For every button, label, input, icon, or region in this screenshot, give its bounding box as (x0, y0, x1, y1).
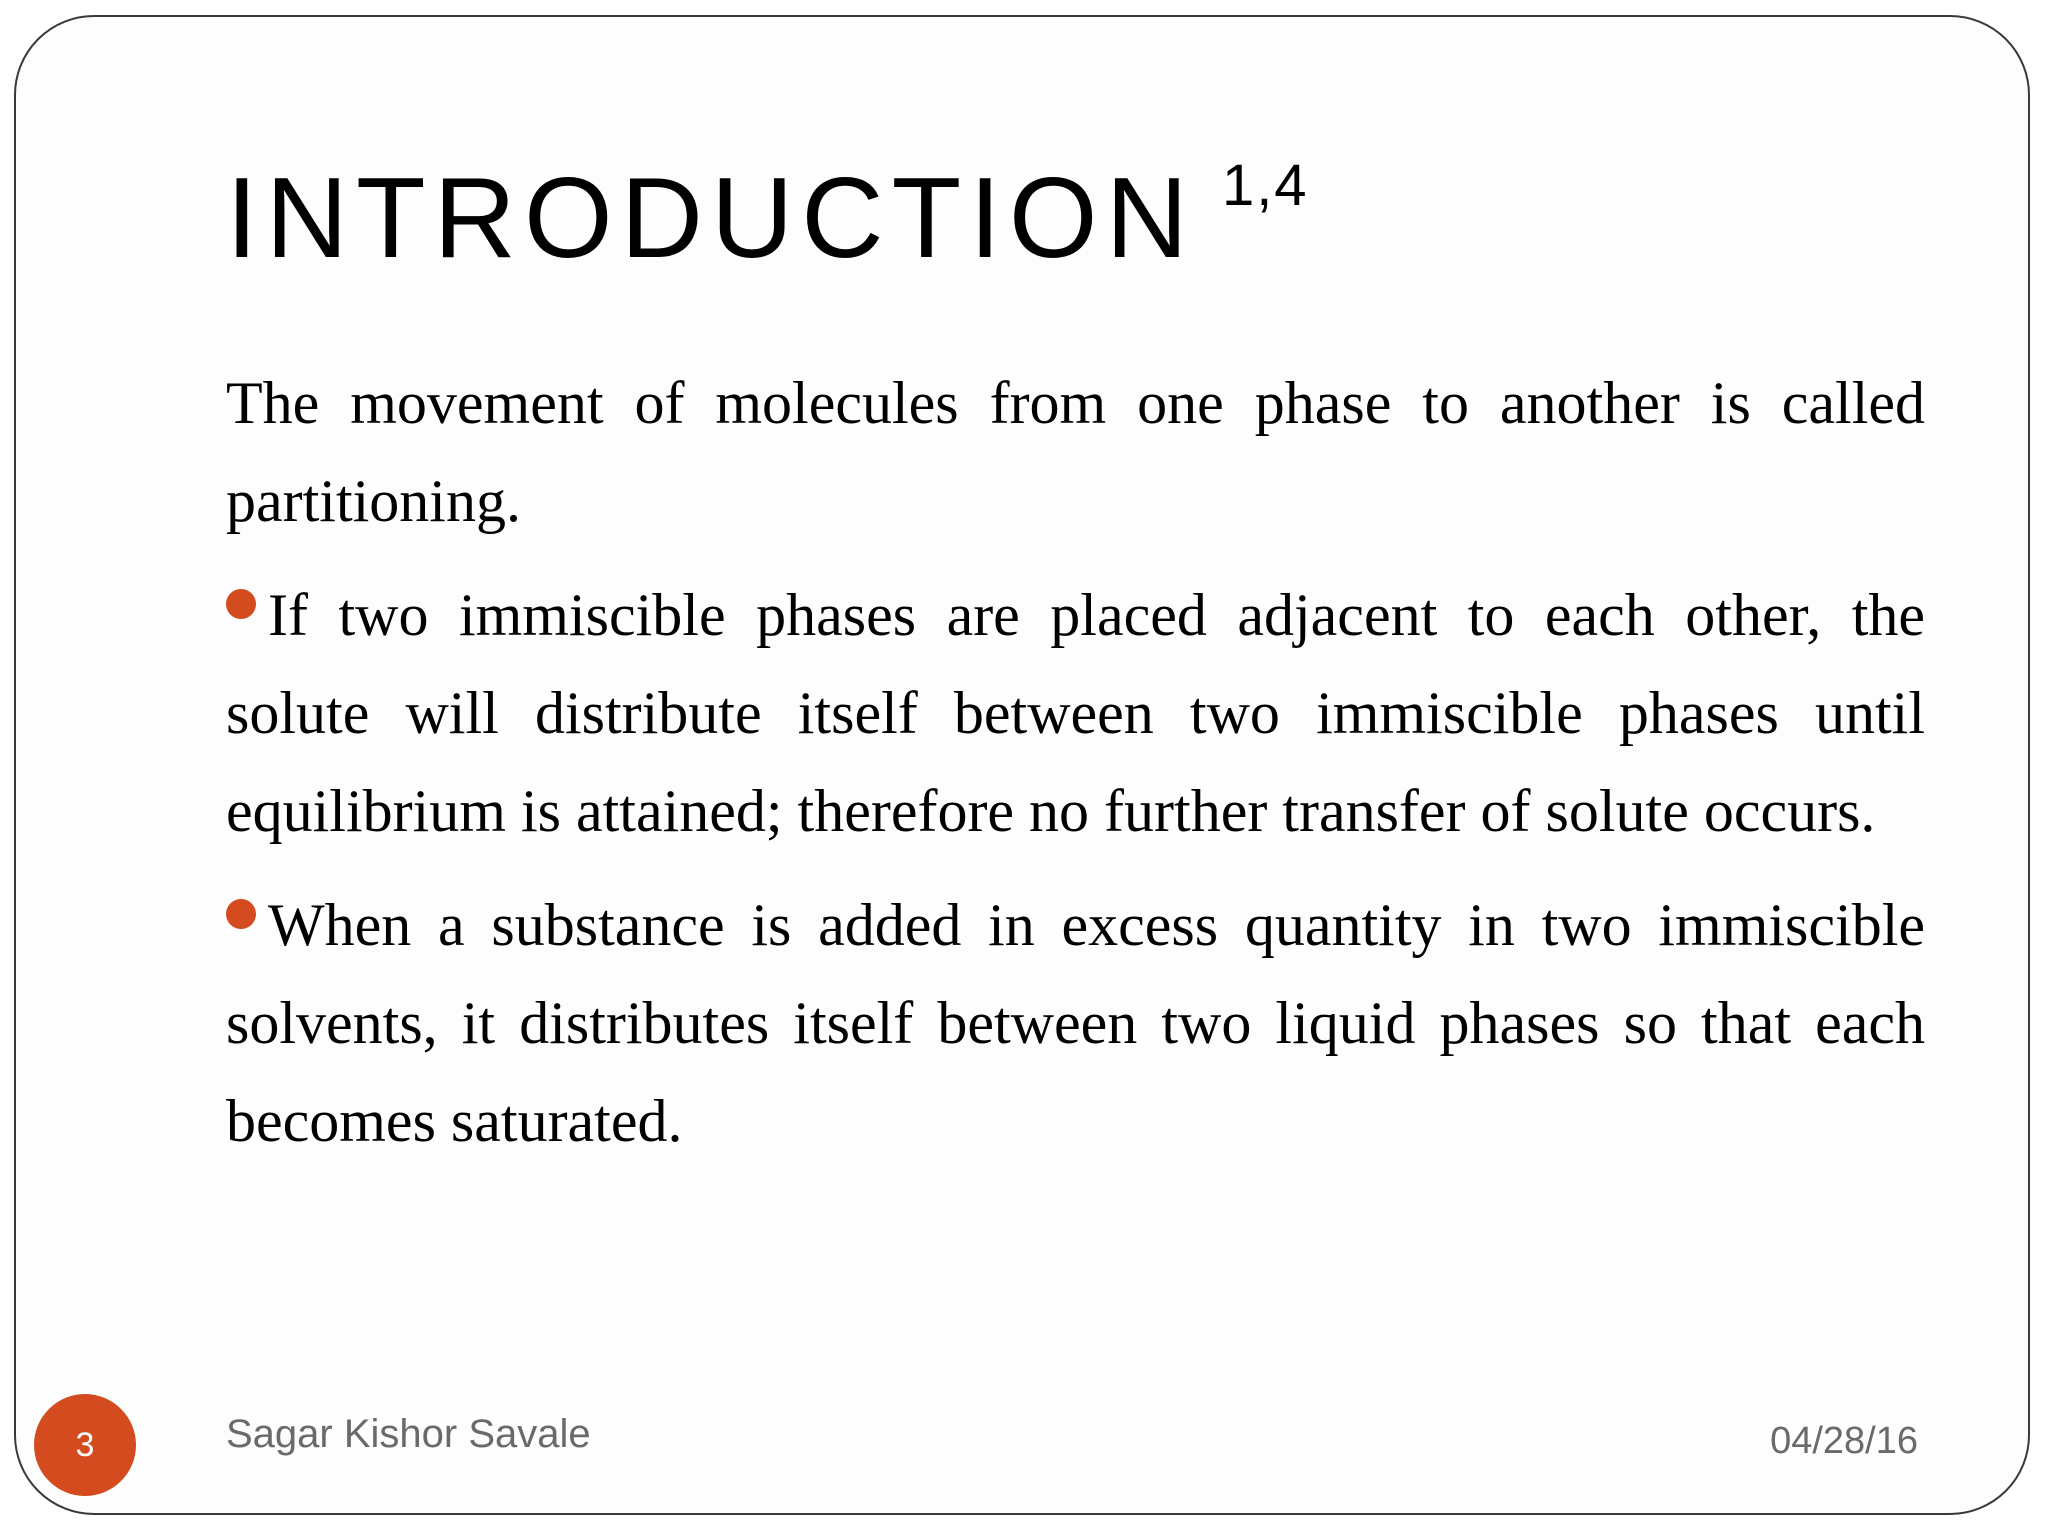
title-reference-superscript: 1,4 (1221, 153, 1309, 218)
title-text: INTRODUCTION (226, 155, 1196, 282)
slide-body (226, 354, 1925, 1186)
author-name: Sagar Kishor Savale (226, 1412, 591, 1456)
intro-paragraph: The movement of molecules from one phase to another is called partitioning. (226, 370, 1925, 534)
slide-title (226, 153, 1309, 282)
bullet-text: When a substance is added in excess quantity in two immiscible solvents, it distributes itself between two liquid phases so that each becomes saturated. (226, 892, 1925, 1154)
bullet-dot-icon (226, 589, 256, 619)
bullet-text: If two immiscible phases are placed adjacent to each other, the solute will distribute itself between two immiscible phases until equilibrium is attained; therefore no further transfer of solute occurs. (226, 582, 1925, 844)
bullet-item (226, 876, 1925, 1170)
slide-date: 04/28/16 (1770, 1420, 1918, 1462)
page-number: 3 (75, 1425, 95, 1464)
page-number-badge (34, 1394, 136, 1496)
bullet-item (226, 566, 1925, 860)
bullet-dot-icon (226, 899, 256, 929)
